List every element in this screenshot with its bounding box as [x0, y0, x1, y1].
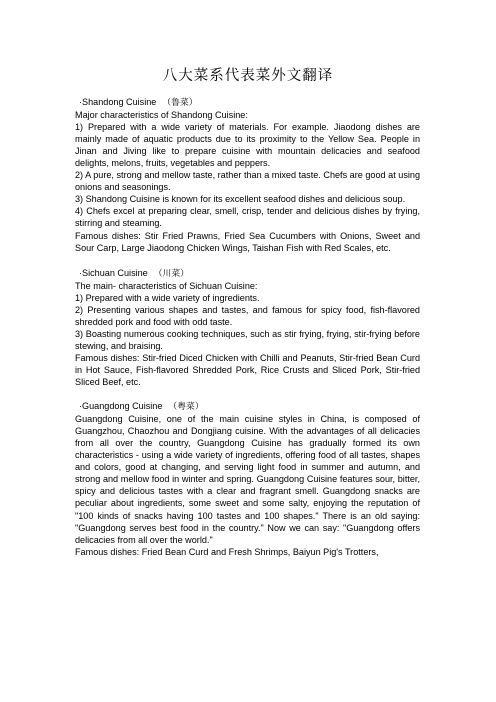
paragraph: Famous dishes: Stir-fried Diced Chicken with Chilli and Peanuts, Stir-fried Bean Curd in Hot Sauce, Fish-flavored Shredded Pork, Rice Crusts and Sliced Pork, Stir-fried Sliced Beef, etc.	[75, 352, 420, 388]
section-shandong	[75, 96, 420, 254]
paragraph: The main- characteristics of Sichuan Cuisine:	[75, 280, 258, 291]
heading-en: ·Guangdong Cuisine	[79, 401, 163, 412]
heading-en: ·Shandong Cuisine	[79, 97, 157, 107]
paragraph: 2) Presenting various shapes and tastes, and famous for spicy food, fish-flavored shredded pork and food with odd taste.	[75, 304, 420, 327]
paragraph: Famous dishes: Fried Bean Curd and Fresh Shrimps, Baiyun Pig's Trotters,	[75, 546, 379, 557]
section-heading	[75, 267, 420, 280]
paragraph: 4) Chefs excel at preparing clear, smell, crisp, tender and delicious dishes by frying, stirring and steaming.	[75, 206, 420, 229]
section-heading	[75, 96, 420, 109]
paragraph: Major characteristics of Shandong Cuisine:	[75, 110, 248, 121]
heading-cn: （鲁菜）	[162, 98, 198, 108]
page-title: 八大菜系代表菜外文翻译	[162, 68, 334, 84]
paragraph: Famous dishes: Stir Fried Prawns, Fried Sea Cucumbers with Onions, Sweet and Sour Carp, Large Jiaodong Chicken Wings, Taishan Fish with Red Scales, etc.	[75, 230, 420, 253]
paragraph: 1) Prepared with a wide variety of ingredients.	[75, 292, 260, 303]
section-guangdong	[75, 400, 420, 558]
heading-cn: （川菜）	[153, 268, 189, 279]
heading-cn: （粤菜）	[168, 402, 204, 413]
section-heading	[75, 400, 420, 413]
paragraph: 1) Prepared with a wide variety of materials. For example. Jiaodong dishes are mainly made of aquatic products due to its proximity to the Yellow Sea. People in Jinan and Jiving like to prepare cuisine with mountain delicacies and seafood delights, melons, fruits, vegetables and peppers.	[75, 122, 420, 169]
paragraph: Guangdong Cuisine, one of the main cuisine styles in China, is composed of Guangzhou, Chaozhou and Dongjiang cuisine. With the advantages of all delicacies from all over the country, Guangdong Cuisine has gradually formed its own characteristics - using a wide variety of ingredients, offering food of all tastes, shapes and colors, good at changing, and serving light food in summer and autumn, and strong and mellow food in winter and spring. Guangdong Cuisine features sour, bitter, spicy and delicious tastes with a clear and fragrant smell. Guangdong snacks are peculiar about ingredients, some sweet and some salty, enjoying the reputation of "100 kinds of snacks having 100 tastes and 100 shapes." There is an old saying: "Guangdong serves best food in the country." Now we can say: "Guangdong offers delicacies from all over the world."	[75, 414, 420, 545]
paragraph: 2) A pure, strong and mellow taste, rather than a mixed taste. Chefs are good at using onions and seasonings.	[75, 170, 420, 193]
heading-en: ·Sichuan Cuisine	[79, 267, 148, 278]
section-sichuan	[75, 267, 420, 388]
document-body	[75, 96, 420, 558]
paragraph: 3) Boasting numerous cooking techniques, such as stir frying, frying, stir-frying before stewing, and braising.	[75, 328, 420, 351]
paragraph: 3) Shandong Cuisine is known for its excellent seafood dishes and delicious soup.	[75, 194, 406, 205]
